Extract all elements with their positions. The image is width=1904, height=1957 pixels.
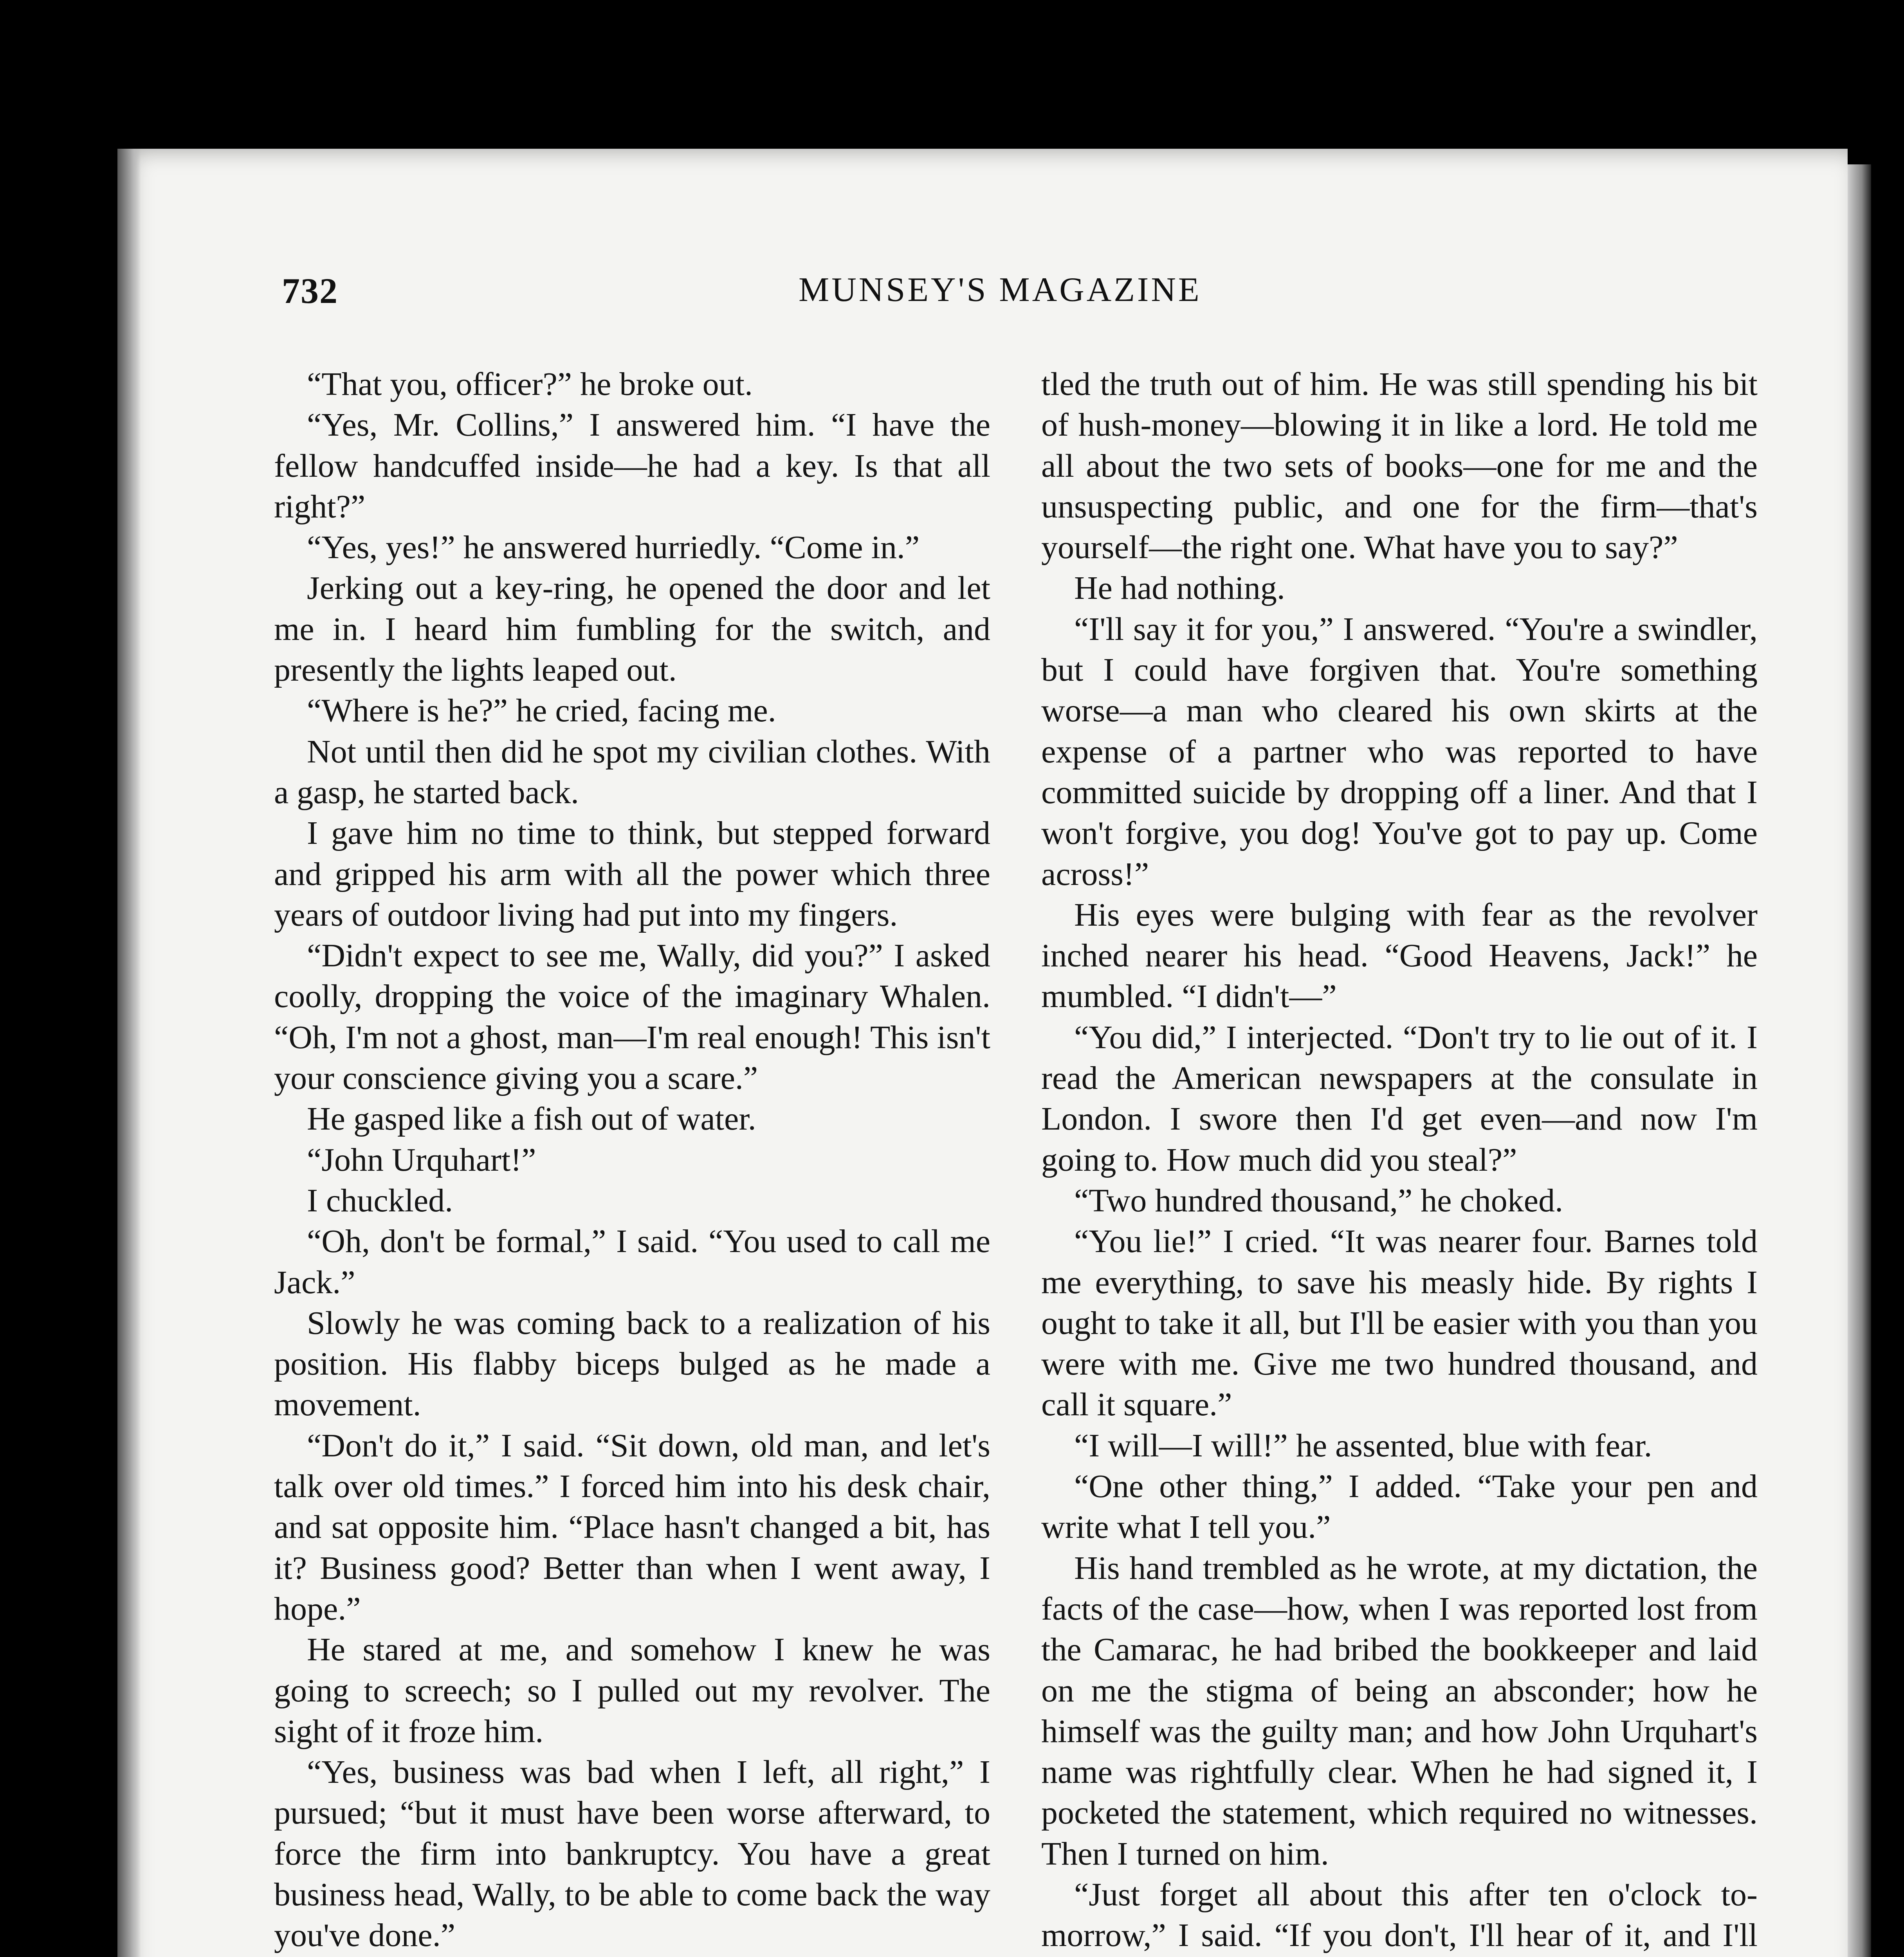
paragraph: “You lie!” I cried. “It was nearer four. Barnes told me everything, to save his measly hide. By rights I ought to take it all, but I'll be easier with you than you were with me. Give me two hundred thousand, and call it square.” — [1041, 1223, 1758, 1423]
page-gutter-shadow — [117, 149, 141, 1957]
paragraph-continued: tled the truth out of him. He was still spending his bit of hush-money—blowing it in like a lord. He told me all about the two sets of books—one for me and the unsuspecting public, and one for the firm—that's yourself—the right one. What have you to say?” — [1041, 366, 1758, 566]
page-edge — [1848, 164, 1871, 1957]
paragraph: “One other thing,” I added. “Take your pen and write what I tell you.” — [1041, 1468, 1758, 1546]
paragraph: “You did,” I interjected. “Don't try to lie out of it. I read the American newspapers at the consulate in London. I swore then I'd get even—and now I'm going to. How much did you steal?” — [1041, 1019, 1758, 1178]
paragraph: “Where is he?” he cried, facing me. — [307, 692, 776, 729]
paragraph: He gasped like a fish out of water. — [307, 1101, 756, 1137]
paragraph: “I will—I will!” he assented, blue with fear. — [1074, 1427, 1652, 1464]
paragraph: “Don't do it,” I said. “Sit down, old man, and let's talk over old times.” I forced him into his desk chair, and sat opposite him. “Place hasn't changed a bit, has it? Business good? Better than when I went away, I hope.” — [274, 1427, 990, 1627]
paragraph: “Oh, don't be formal,” I said. “You used to call me Jack.” — [274, 1223, 990, 1301]
page-header — [282, 270, 1260, 317]
paragraph: Not until then did he spot my civilian clothes. With a gasp, he started back. — [274, 733, 990, 811]
left-text-column — [274, 364, 990, 1957]
paragraph: He had nothing. — [1074, 570, 1285, 607]
paragraph: “That you, officer?” he broke out. — [307, 366, 753, 402]
paragraph: He stared at me, and somehow I knew he was going to screech; so I pulled out my revolver. The sight of it froze him. — [274, 1631, 990, 1750]
paragraph: “Yes, Mr. Collins,” I answered him. “I have the fellow handcuffed inside—he had a key. Is that all right?” — [274, 407, 990, 525]
paragraph: I chuckled. — [307, 1182, 453, 1219]
paragraph: “Yes, yes!” he answered hurriedly. “Come in.” — [307, 529, 920, 566]
page-number: 732 — [282, 271, 338, 311]
paragraph: “Just forget all about this after ten o'clock to-morrow,” I said. “If you don't, I'll hear of it, and I'll — [1041, 1876, 1758, 1954]
paragraph: “John Urquhart!” — [307, 1141, 536, 1178]
paragraph: Jerking out a key-ring, he opened the door and let me in. I heard him fumbling for the switch, and presently the lights leaped out. — [274, 570, 990, 688]
right-text-column — [1041, 364, 1758, 1957]
paragraph: “Didn't expect to see me, Wally, did you?” I asked coolly, dropping the voice of the imaginary Whalen. “Oh, I'm not a ghost, man—I'm real enough! This isn't your conscience giving you a scare.” — [274, 937, 990, 1097]
running-head: MUNSEY'S MAGAZINE — [799, 271, 1202, 309]
paragraph: “I'll say it for you,” I answered. “You're a swindler, but I could have forgiven that. You're something worse—a man who cleared his own skirts at the expense of a partner who was reported to have committed suicide by dropping off a liner. And that I won't forgive, you dog! You've got to pay up. Come across!” — [1041, 611, 1758, 892]
paragraph: His hand trembled as he wrote, at my dictation, the facts of the case—how, when I was reported lost from the Camarac, he had bribed the bookkeeper and laid on me the stigma of being an absconder; how he himself was the guilty man; and how John Urquhart's name was rightfully clear. When he had signed it, I pocketed the statement, which required no witnesses. Then I turned on him. — [1041, 1550, 1758, 1872]
paragraph: I gave him no time to think, but stepped forward and gripped his arm with all the power which three years of outdoor living had put into my fingers. — [274, 815, 990, 933]
paragraph: “Two hundred thousand,” he choked. — [1074, 1182, 1563, 1219]
paragraph: Slowly he was coming back to a realization of his position. His flabby biceps bulged as he made a movement. — [274, 1305, 990, 1423]
paragraph: His eyes were bulging with fear as the revolver inched nearer his head. “Good Heavens, Jack!” he mumbled. “I didn't—” — [1041, 896, 1758, 1015]
paragraph: “Yes, business was bad when I left, all right,” I pursued; “but it must have been worse afterward, to force the firm into bankruptcy. You have a great business head, Wally, to be able to come back the way you've done.” — [274, 1754, 990, 1954]
